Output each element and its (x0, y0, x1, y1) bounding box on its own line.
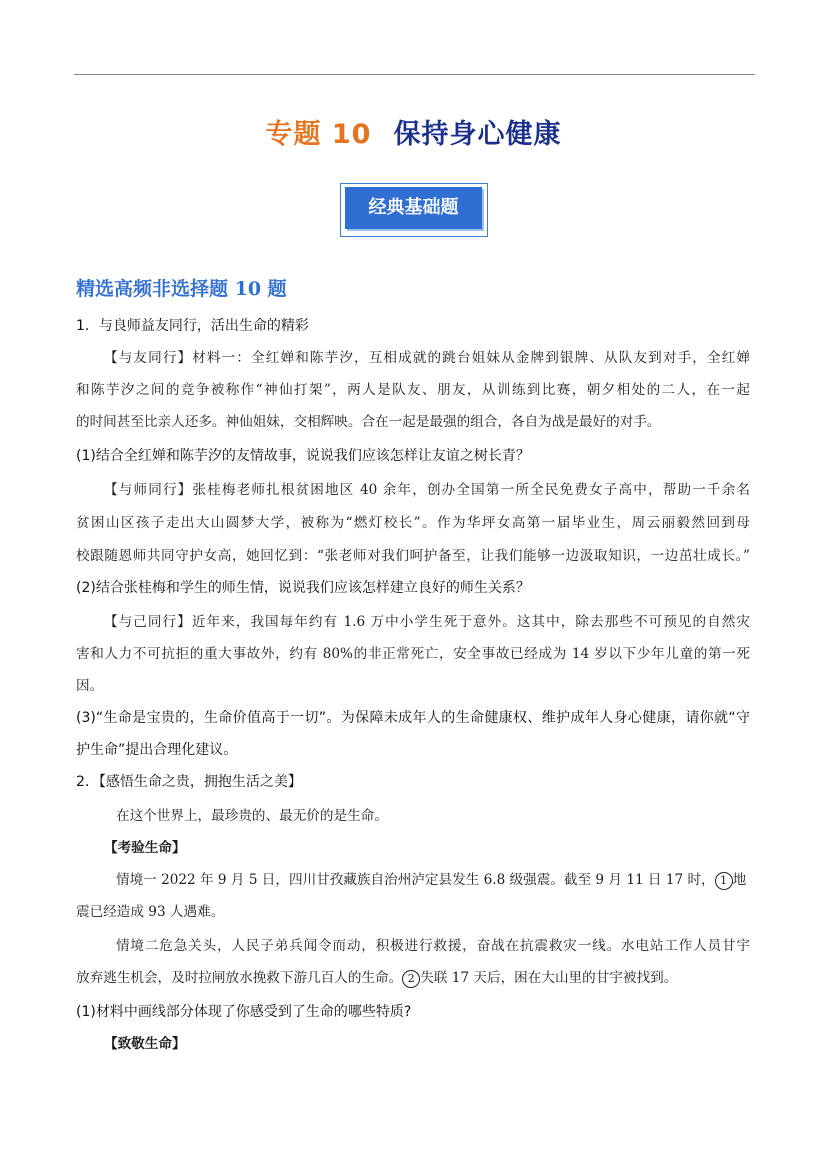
circled-number-2: 2 (402, 970, 420, 988)
badge-box (340, 183, 488, 237)
q2-label-respect: 【致敬生命】 (104, 1036, 186, 1052)
q2-scenario1-text-a: 情境一 2022 年 9 月 5 日，四川甘孜藏族自治州泸定县发生 6.8 级强震。截至 9 月 11 日 17 时， (116, 872, 715, 888)
topic-number: 专题 10 (265, 119, 372, 150)
q1-self-line1: 【与己同行】近年来，我国每年约有 1.6 万中小学生死于意外。这其中，除去那些不可预见的自然灾 (104, 614, 750, 630)
section-heading: 精选高频非选择题 10 题 (76, 278, 287, 300)
header-rule (74, 74, 755, 75)
q2-scenario2-line2 (76, 968, 677, 988)
q1-teacher-line2: 贫困山区孩子走出大山圆梦大学，被称为“燃灯校长”。作为华坪女高第一届毕业生，周云丽毅然回到母 (76, 515, 750, 531)
q1-teacher-line1: 【与师同行】张桂梅老师扎根贫困地区 40 余年，创办全国第一所全民免费女子高中，帮助一千余名 (104, 482, 750, 498)
topic-title: 保持身心健康 (393, 119, 562, 150)
q1-title: 1．与良师益友同行，活出生命的精彩 (76, 318, 309, 334)
q2-title: 2．【感悟生命之贵，拥抱生活之美】 (76, 774, 302, 790)
section-badge: 经典基础题 (345, 187, 482, 229)
circled-number-1: 1 (715, 872, 733, 890)
q2-scenario1-text-b: 地 (732, 872, 747, 888)
q1-sub3-line1: (3)“生命是宝贵的，生命价值高于一切”。为保障未成年人的生命健康权、维护成年人身心健康，请你就“守 (76, 710, 750, 726)
q1-self-line3: 因。 (76, 678, 104, 694)
q2-sub1: (1)材料中画线部分体现了你感受到了生命的哪些特质? (76, 1004, 412, 1020)
q2-intro: 在这个世界上，最珍贵的、最无价的是生命。 (116, 808, 388, 824)
q2-scenario2-text-a: 放弃逃生机会，及时拉闸放水挽救下游几百人的生命。 (76, 970, 403, 986)
q1-friend-line1: 【与友同行】材料一：全红婵和陈芋汐，互相成就的跳台姐妹从金牌到银牌、从队友到对手，全红婵 (104, 350, 750, 366)
q2-label-test: 【考验生命】 (104, 840, 186, 856)
q1-friend-line3: 的时间甚至比亲人还多。神仙姐妹，交相辉映。合在一起是最强的组合，各自为战是最好的对手。 (76, 414, 661, 430)
page-title (0, 112, 827, 151)
q2-scenario1-line1 (116, 870, 746, 890)
q1-self-line2: 害和人力不可抗拒的重大事故外，约有 80%的非正常死亡，安全事故已经成为 14 岁以下少年儿童的第一死 (76, 646, 750, 662)
q1-friend-line2: 和陈芋汐之间的竞争被称作“神仙打架”，两人是队友、朋友，从训练到比赛，朝夕相处的二人，在一起 (76, 382, 750, 398)
q2-scenario2-line1: 情境二危急关头，人民子弟兵闻令而动，积极进行救援，奋战在抗震救灾一线。水电站工作人员甘宇 (116, 938, 750, 954)
q1-sub1: (1)结合全红婵和陈芋汐的友情故事，说说我们应该怎样让友谊之树长青？ (76, 448, 530, 464)
q1-teacher-line3: 校跟随恩师共同守护女高，她回忆到：“张老师对我们呵护备至，让我们能够一边汲取知识，一边茁壮成长。” (76, 548, 750, 564)
q1-sub2: (2)结合张桂梅和学生的师生情，说说我们应该怎样建立良好的师生关系？ (76, 580, 530, 596)
q2-scenario2-text-b: 失联 17 天后，困在大山里的甘宇被找到。 (420, 970, 678, 986)
q2-scenario1-line2: 震已经造成 93 人遇难。 (76, 904, 225, 920)
q1-sub3-line2: 护生命”提出合理化建议。 (76, 742, 238, 758)
